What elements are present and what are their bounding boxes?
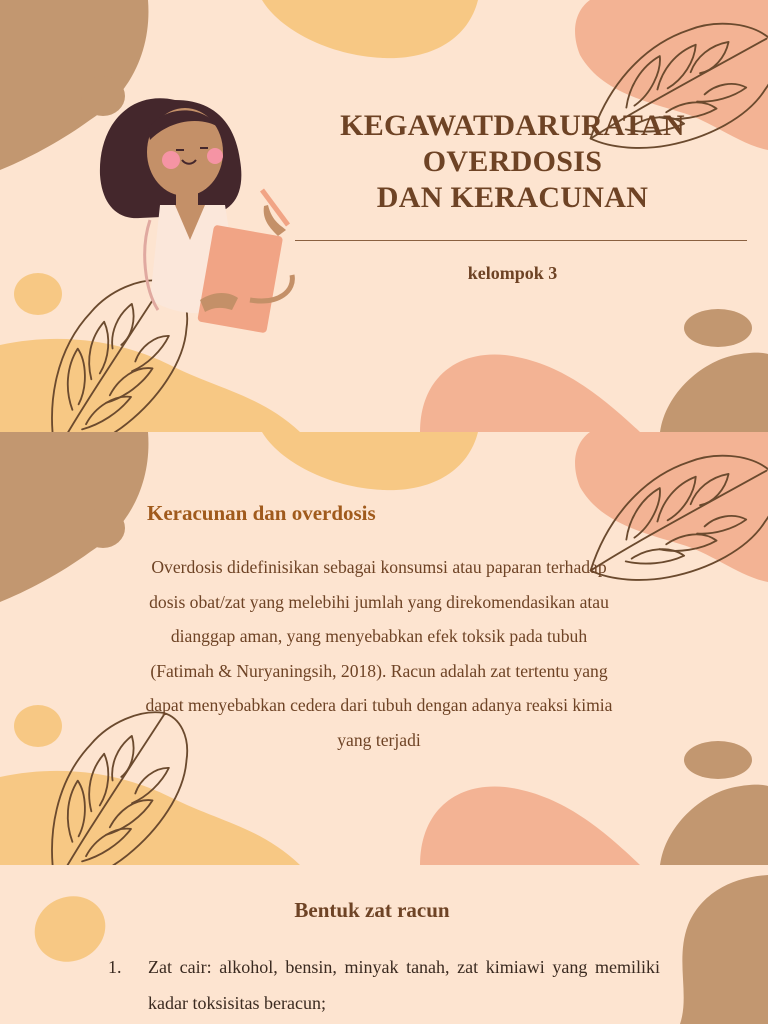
list-item <box>108 949 660 1021</box>
slide-poison-forms <box>0 865 768 1024</box>
presentation-subtitle: kelompok 3 <box>467 263 558 283</box>
yellow-dot-small <box>24 885 116 973</box>
yellow-blob-top <box>262 432 478 490</box>
yellow-dot-small <box>14 705 62 747</box>
brown-blob-right <box>680 875 768 1024</box>
yellow-blob-top <box>262 0 478 58</box>
section-heading: Keracunan dan overdosis <box>147 501 376 525</box>
yellow-dot-small <box>14 273 62 315</box>
title-line: DAN KERACUNAN <box>376 181 649 214</box>
salmon-blob-bottom <box>420 786 640 865</box>
brown-dot-small <box>81 76 125 116</box>
list-item-number: 1. <box>108 957 122 977</box>
presentation-title <box>290 108 735 216</box>
brown-dot-right <box>684 309 752 347</box>
definition-paragraph: Overdosis didefinisikan sebagai konsumsi atau paparan terhadap dosis obat/zat yang melebihi jumlah yang direkomendasikan atau dianggap aman, yang menyebabkan efek toksik pada tubuh (Fatimah & Nuryaningsih, 2018). Racun adalah zat tertentu yang dapat menyebabkan cedera dari tubuh dengan adanya reaksi kimia yang terjadi <box>145 557 613 750</box>
brown-blob-top-left <box>0 432 148 602</box>
doctor-illustration-icon <box>100 98 292 333</box>
poison-forms-list <box>108 949 660 1021</box>
slide-definition <box>0 432 768 865</box>
slide-title <box>0 0 768 432</box>
title-line: KEGAWATDARURATAN <box>340 109 685 142</box>
title-divider <box>295 240 747 241</box>
section-heading: Bentuk zat racun <box>294 898 450 922</box>
brown-blob-bottom-right <box>660 785 768 865</box>
title-line: OVERDOSIS <box>422 145 603 178</box>
decorative-background <box>0 0 768 432</box>
list-item-text: Zat cair: alkohol, bensin, minyak tanah, zat kimiawi yang memiliki kadar toksisitas beracun; <box>148 957 660 1013</box>
brown-dot-right <box>684 741 752 779</box>
yellow-blob-bottom-left <box>0 771 300 865</box>
yellow-blob-bottom-left <box>0 339 300 432</box>
brown-blob-bottom-right <box>660 353 768 432</box>
salmon-blob-bottom <box>420 354 640 432</box>
brown-dot-small <box>81 508 125 548</box>
